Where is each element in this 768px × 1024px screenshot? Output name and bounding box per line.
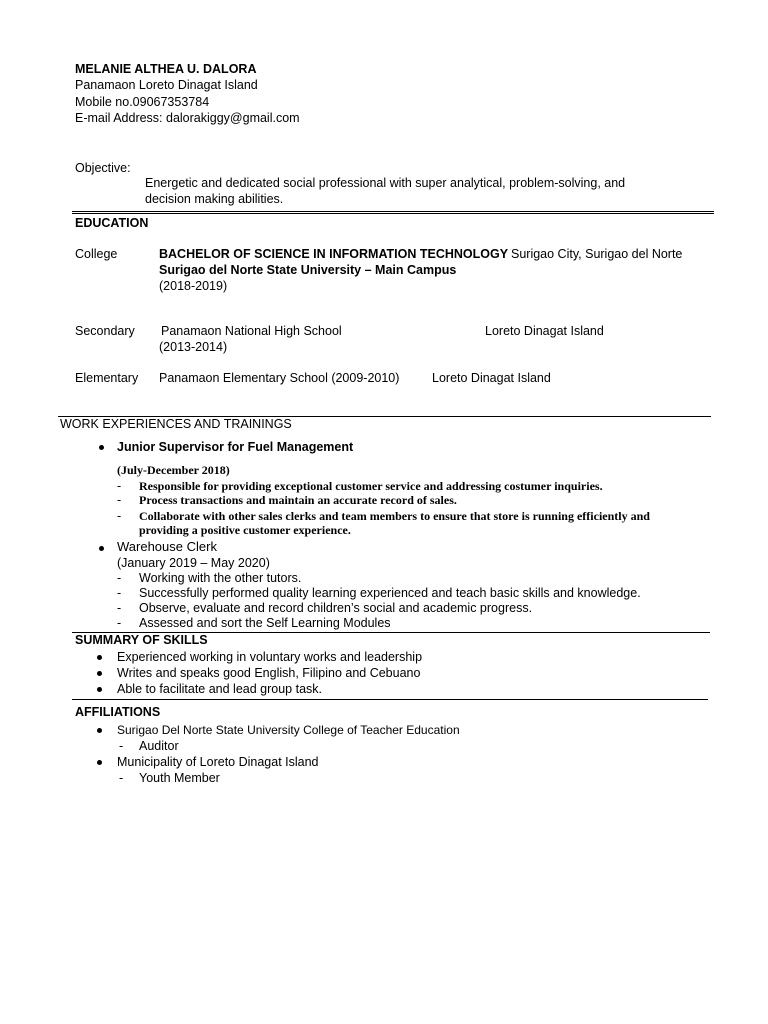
elementary-label: Elementary bbox=[75, 371, 139, 385]
job1-title: Junior Supervisor for Fuel Management bbox=[117, 440, 354, 454]
job1-duty: providing a positive customer experience. bbox=[139, 523, 351, 537]
skill-item: Writes and speaks good English, Filipino and Cebuano bbox=[117, 666, 421, 680]
elementary-school: Panamaon Elementary School (2009-2010) bbox=[159, 371, 400, 385]
skills-heading: SUMMARY OF SKILLS bbox=[75, 633, 208, 647]
affiliations-heading: AFFILIATIONS bbox=[75, 705, 161, 719]
job2-duty: Working with the other tutors. bbox=[139, 571, 302, 585]
objective-label: Objective: bbox=[75, 161, 131, 175]
work-heading: WORK EXPERIENCES AND TRAININGS bbox=[60, 417, 292, 431]
job2-period: (January 2019 – May 2020) bbox=[117, 556, 270, 570]
dash-icon: - bbox=[117, 479, 122, 493]
college-years: (2018-2019) bbox=[159, 279, 228, 293]
job2-duty: Successfully performed quality learning experienced and teach basic skills and knowledge. bbox=[139, 586, 641, 600]
secondary-location: Loreto Dinagat Island bbox=[485, 324, 604, 338]
divider bbox=[72, 211, 714, 212]
elementary-location: Loreto Dinagat Island bbox=[432, 371, 551, 385]
affiliation-role: Auditor bbox=[139, 739, 179, 753]
dash-icon: - bbox=[119, 771, 124, 785]
divider bbox=[72, 213, 714, 214]
job2-title: Warehouse Clerk bbox=[117, 539, 217, 554]
bullet-icon bbox=[97, 655, 102, 660]
education-heading: EDUCATION bbox=[75, 216, 149, 230]
dash-icon: - bbox=[117, 571, 122, 585]
dash-icon: - bbox=[117, 509, 122, 523]
objective-text-line1: Energetic and dedicated social professional with super analytical, problem-solving, and bbox=[145, 176, 626, 190]
job2-duty: Observe, evaluate and record children’s social and academic progress. bbox=[139, 601, 533, 615]
divider bbox=[72, 699, 708, 700]
affiliation-org: Municipality of Loreto Dinagat Island bbox=[117, 755, 319, 769]
applicant-address: Panamaon Loreto Dinagat Island bbox=[75, 78, 258, 92]
bullet-icon bbox=[97, 687, 102, 692]
dash-icon: - bbox=[117, 601, 122, 615]
dash-icon: - bbox=[117, 493, 122, 507]
job2-duty: Assessed and sort the Self Learning Modules bbox=[139, 616, 391, 630]
college-location: Surigao City, Surigao del Norte bbox=[511, 247, 683, 261]
dash-icon: - bbox=[117, 616, 122, 630]
dash-icon: - bbox=[119, 739, 124, 753]
skill-item: Experienced working in voluntary works and leadership bbox=[117, 650, 423, 664]
bullet-icon bbox=[97, 760, 102, 765]
bullet-icon bbox=[97, 671, 102, 676]
objective-text-line2: decision making abilities. bbox=[145, 192, 284, 206]
secondary-years: (2013-2014) bbox=[159, 340, 228, 354]
college-degree: BACHELOR OF SCIENCE IN INFORMATION TECHNOLOGY bbox=[159, 247, 509, 261]
job1-duty: Responsible for providing exceptional customer service and addressing costumer inquiries. bbox=[139, 479, 603, 493]
bullet-icon bbox=[99, 546, 104, 551]
job1-duty: Process transactions and maintain an accurate record of sales. bbox=[139, 493, 457, 507]
bullet-icon bbox=[99, 445, 104, 450]
affiliation-org: Surigao Del Norte State University College of Teacher Education bbox=[117, 723, 460, 737]
secondary-school: Panamaon National High School bbox=[161, 324, 342, 338]
bullet-icon bbox=[97, 728, 102, 733]
job1-period: (July-December 2018) bbox=[117, 463, 230, 477]
college-school: Surigao del Norte State University – Main Campus bbox=[159, 263, 457, 277]
applicant-mobile: Mobile no.09067353784 bbox=[75, 95, 210, 109]
applicant-name: MELANIE ALTHEA U. DALORA bbox=[75, 62, 257, 76]
dash-icon: - bbox=[117, 586, 122, 600]
job1-duty: Collaborate with other sales clerks and team members to ensure that store is running efficiently and bbox=[139, 509, 650, 523]
skill-item: Able to facilitate and lead group task. bbox=[117, 682, 322, 696]
applicant-email: E-mail Address: dalorakiggy@gmail.com bbox=[75, 111, 300, 125]
secondary-label: Secondary bbox=[75, 324, 135, 338]
affiliation-role: Youth Member bbox=[139, 771, 220, 785]
college-label: College bbox=[75, 247, 118, 261]
